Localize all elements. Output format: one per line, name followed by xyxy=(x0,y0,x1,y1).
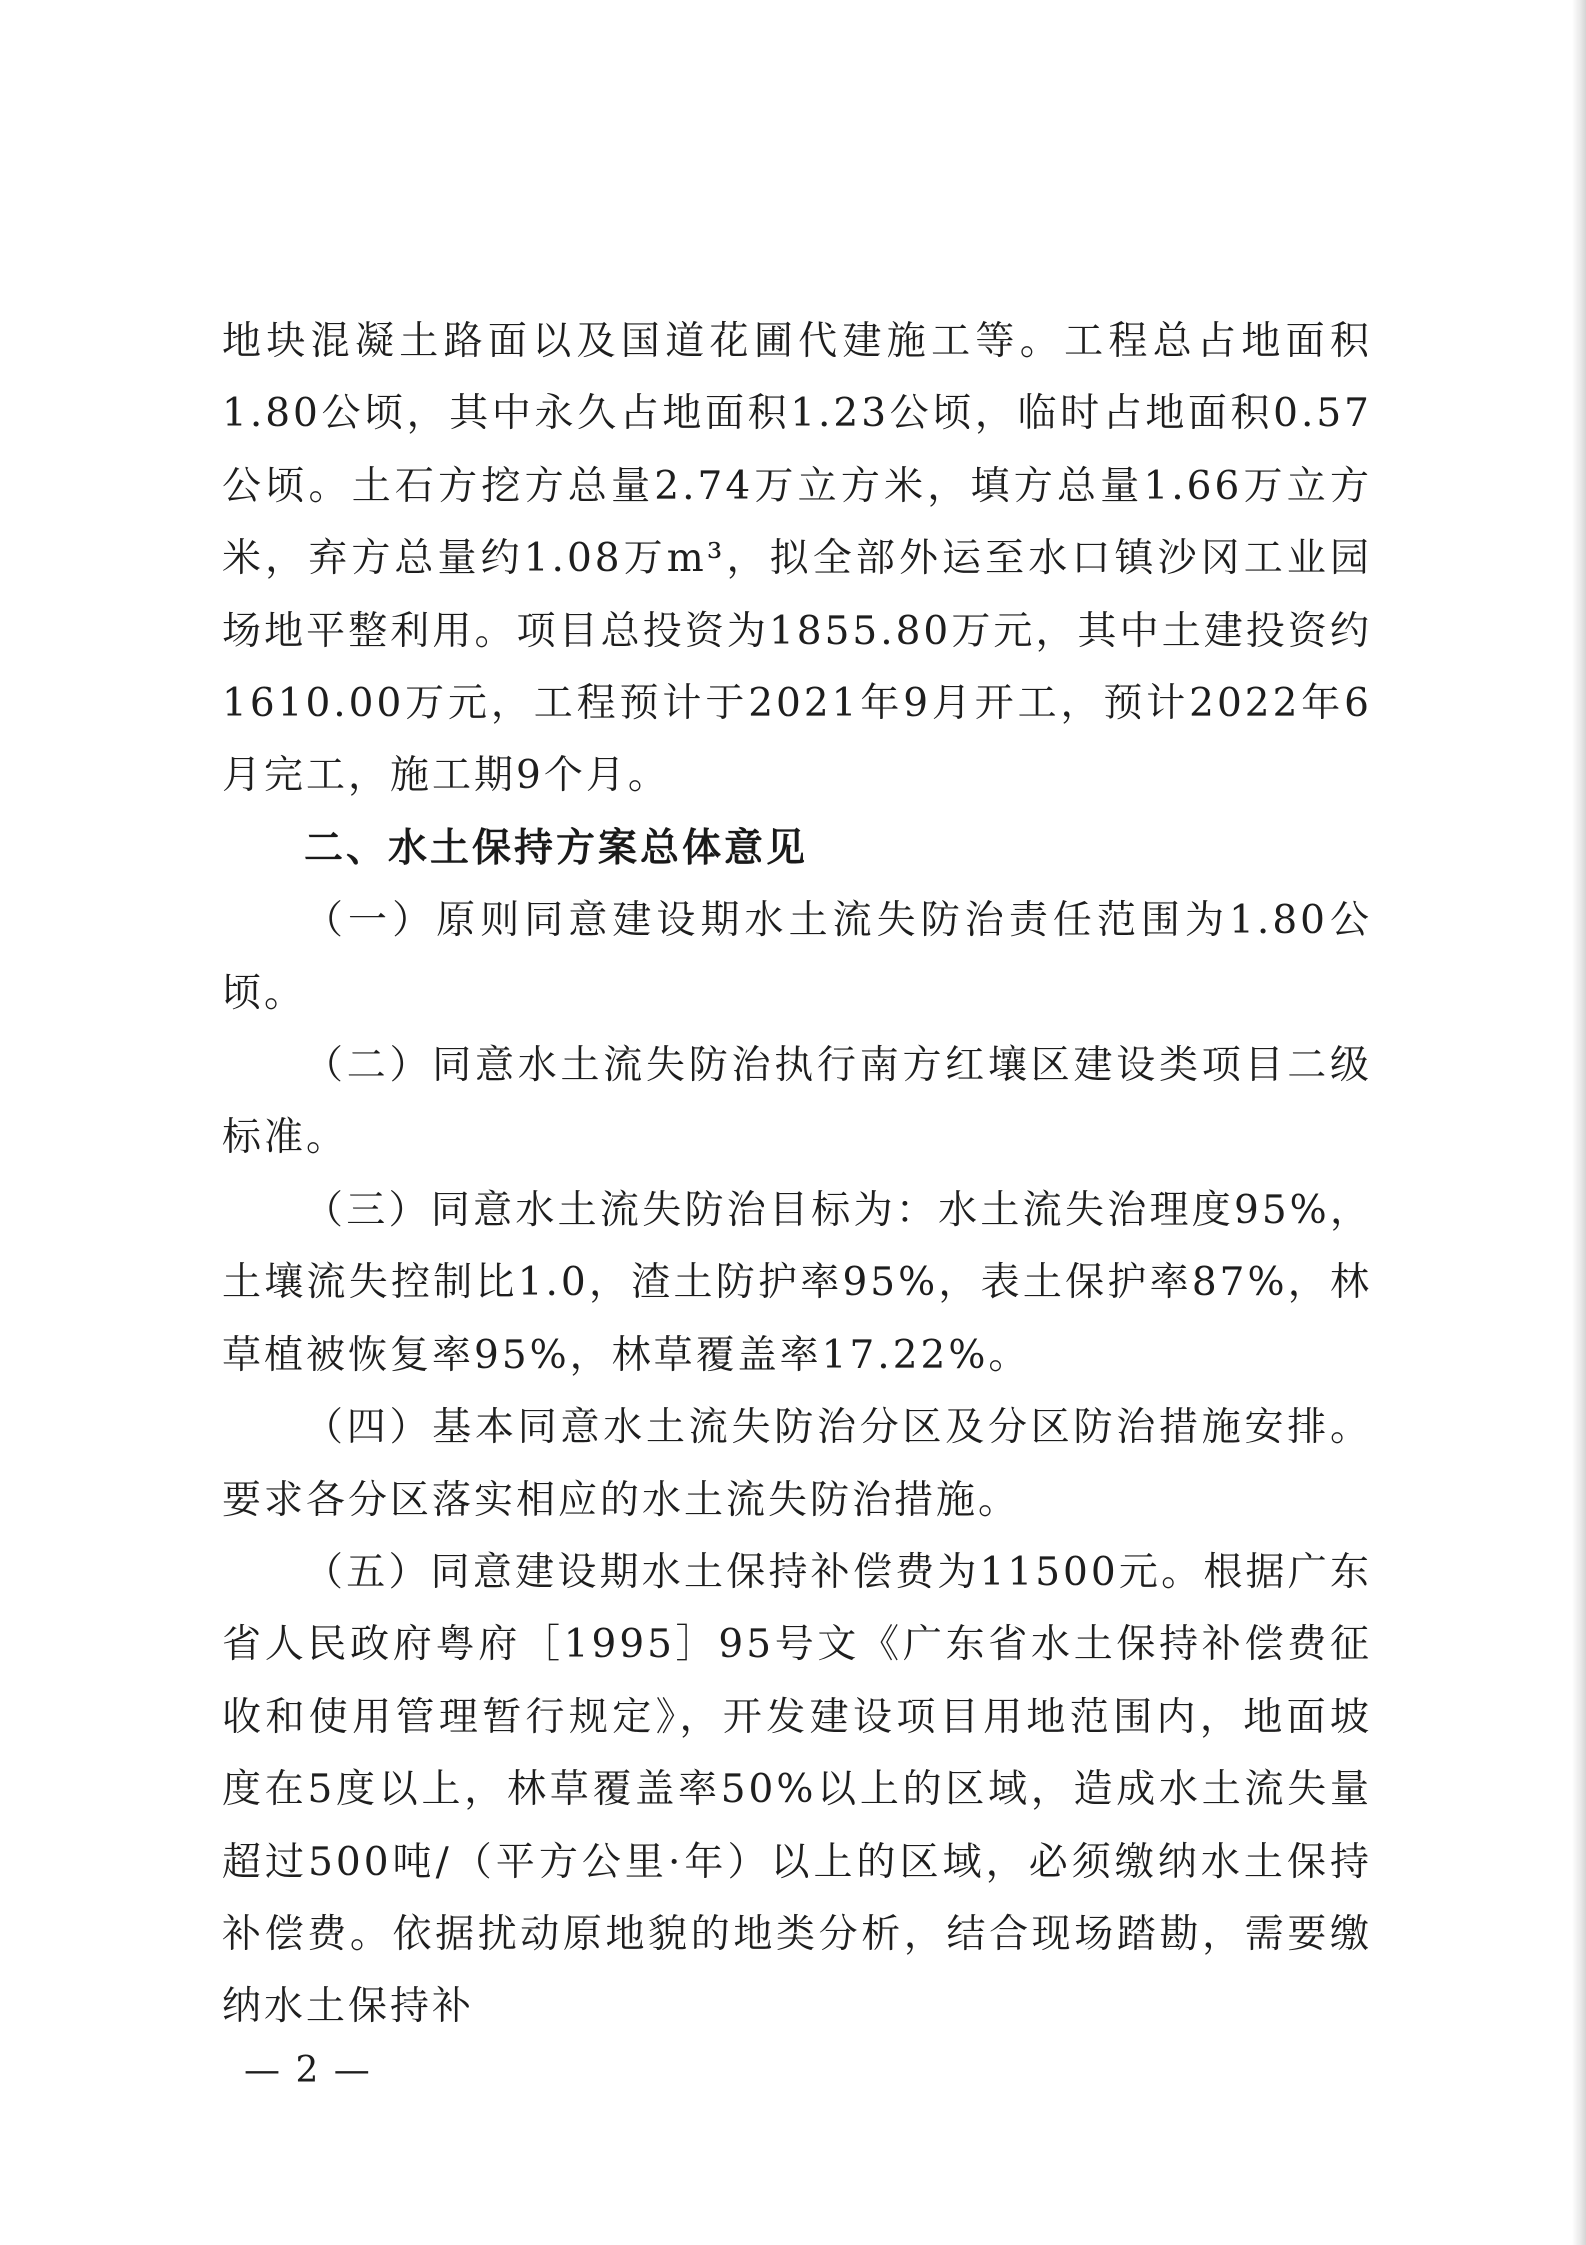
document-body xyxy=(222,306,1372,2044)
opinion-item-5: （五）同意建设期水土保持补偿费为11500元。根据广东省人民政府粤府［1995］95号文《广东省水土保持补偿费征收和使用管理暂行规定》，开发建设项目用地范围内，地面坡度在5度以上，林草覆盖率50%以上的区域，造成水土流失量超过500吨/（平方公里·年）以上的区域，必须缴纳水土保持补偿费。依据扰动原地貌的地类分析，结合现场踏勘，需要缴纳水土保持补 xyxy=(222,1549,1372,2030)
opinion-item-1: （一）原则同意建设期水土流失防治责任范围为1.80公顷。 xyxy=(222,898,1372,1016)
page-edge-shadow xyxy=(1572,0,1586,2245)
opinion-item-3: （三）同意水土流失防治目标为：水土流失治理度95%，土壤流失控制比1.0，渣土防护率95%，表土保护率87%，林草植被恢复率95%，林草覆盖率17.22%。 xyxy=(222,1187,1373,1378)
page-number: — 2 — xyxy=(244,2050,372,2091)
opinion-item-2: （二）同意水土流失防治执行南方红壤区建设类项目二级标准。 xyxy=(222,1043,1372,1161)
project-overview-paragraph: 地块混凝土路面以及国道花圃代建施工等。工程总占地面积1.80公顷，其中永久占地面积1.23公顷，临时占地面积0.57公顷。土石方挖方总量2.74万立方米，填方总量1.66万立方米，弃方总量约1.08万m³，拟全部外运至水口镇沙冈工业园场地平整利用。项目总投资为1855.80万元，其中土建投资约1610.00万元，工程预计于2021年9月开工，预计2022年6月完工，施工期9个月。 xyxy=(222,319,1372,799)
opinion-item-4: （四）基本同意水土流失防治分区及分区防治措施安排。要求各分区落实相应的水土流失防治措施。 xyxy=(222,1405,1372,1523)
section-heading: 二、水土保持方案总体意见 xyxy=(304,825,809,871)
